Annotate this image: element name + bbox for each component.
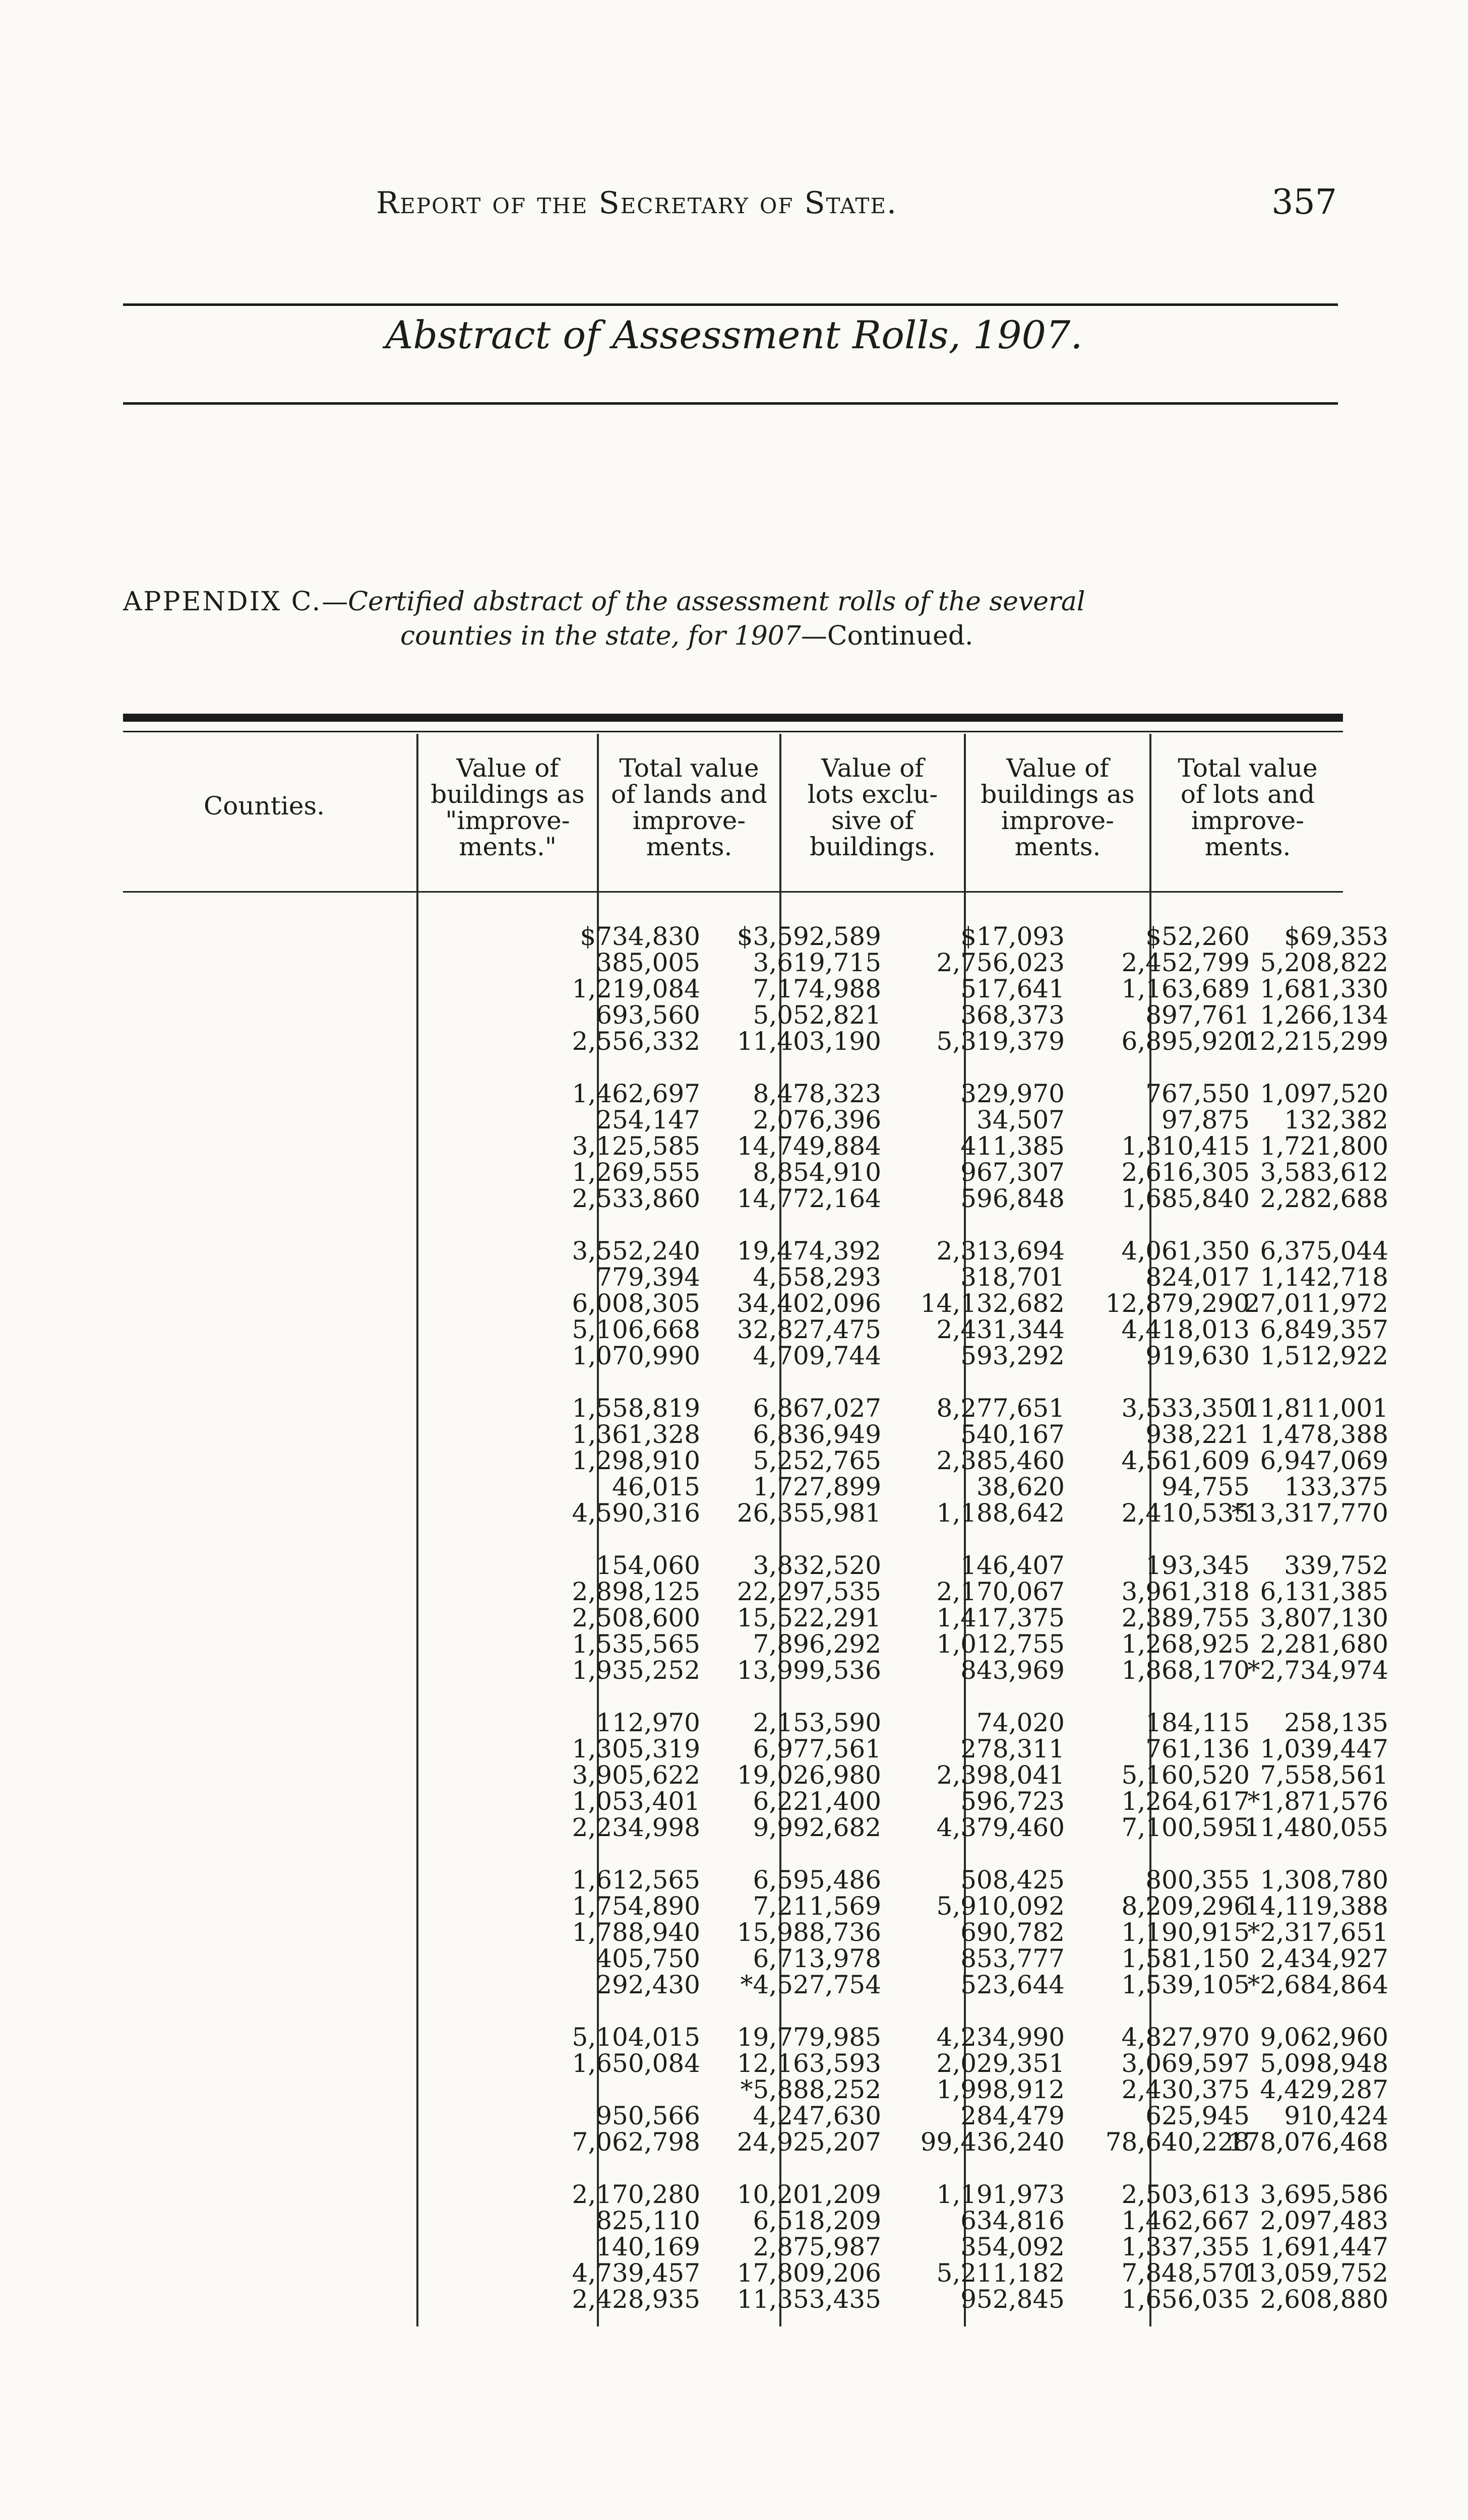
- cell-c4: 2,616,305: [1121, 1158, 1250, 1187]
- cell-c2: 24,925,207: [737, 2127, 881, 2157]
- cell-c4: 1,268,925: [1121, 1629, 1250, 1659]
- cell-c4: 3,533,350: [1121, 1394, 1250, 1423]
- cell-c2: $3,592,589: [737, 922, 881, 951]
- cell-c5: $69,353: [1284, 922, 1388, 951]
- cell-c1: 1,612,565: [572, 1865, 700, 1895]
- cell-c2: 3,832,520: [753, 1551, 881, 1580]
- cell-c5: 3,807,130: [1260, 1603, 1388, 1632]
- cell-c5: 1,721,800: [1260, 1131, 1388, 1161]
- cell-c1: 1,070,990: [572, 1341, 700, 1370]
- cell-c2: 34,402,096: [737, 1289, 881, 1318]
- cell-c1: 154,060: [596, 1551, 700, 1580]
- cell-c2: 32,827,475: [737, 1315, 881, 1344]
- cell-c4: 184,115: [1145, 1708, 1250, 1737]
- cell-c4: 7,848,570: [1121, 2258, 1250, 2288]
- cell-c2: 2,875,987: [753, 2232, 881, 2261]
- cell-c4: 5,160,520: [1121, 1760, 1250, 1790]
- cell-c1: 3,552,240: [572, 1236, 700, 1266]
- cell-c5: 5,208,822: [1260, 948, 1388, 977]
- cell-c2: 13,999,536: [737, 1656, 881, 1685]
- cell-c4: 1,163,689: [1121, 974, 1250, 1003]
- cell-c1: 46,015: [612, 1472, 700, 1501]
- cell-c1: 1,361,328: [572, 1420, 700, 1449]
- cell-c3: 843,969: [960, 1656, 1065, 1685]
- cell-c5: *2,684,864: [1247, 1970, 1388, 1999]
- cell-c5: 910,424: [1284, 2101, 1388, 2130]
- cell-c3: 508,425: [960, 1865, 1065, 1895]
- cell-c4: 3,069,597: [1121, 2049, 1250, 2078]
- cell-c1: 3,905,622: [572, 1760, 700, 1790]
- cell-c2: 4,558,293: [753, 1263, 881, 1292]
- cell-c5: 1,478,388: [1260, 1420, 1388, 1449]
- cell-c5: 2,608,880: [1260, 2285, 1388, 2314]
- cell-c4: 1,264,617: [1121, 1787, 1250, 1816]
- county-group: [123, 922, 1388, 1056]
- cell-c4: 824,017: [1145, 1263, 1250, 1292]
- cell-c2: 26,355,981: [737, 1498, 881, 1528]
- cell-c2: 3,619,715: [753, 948, 881, 977]
- cell-c4: 938,221: [1145, 1420, 1250, 1449]
- table-row: [123, 1184, 1388, 1213]
- cell-c1: 292,430: [596, 1970, 700, 1999]
- top-rule: [123, 303, 1338, 306]
- cell-c2: 19,779,985: [737, 2023, 881, 2052]
- cell-c5: 6,375,044: [1260, 1236, 1388, 1266]
- appendix-caption: APPENDIX C.—Certified abstract of the assessment rolls of the several counties in the state, for 1907—Continued.: [123, 587, 1085, 651]
- county-group: [123, 1551, 1388, 1685]
- cell-c3: 853,777: [960, 1944, 1065, 1973]
- table-row: [123, 1236, 1388, 1266]
- cell-c2: 1,727,899: [753, 1472, 881, 1501]
- cell-c2: 8,478,323: [753, 1079, 881, 1108]
- appendix-caption-line2: counties in the state, for 1907: [400, 621, 801, 651]
- cell-c1: 5,104,015: [572, 2023, 700, 2052]
- cell-c5: 133,375: [1284, 1472, 1388, 1501]
- cell-c3: 967,307: [960, 1158, 1065, 1187]
- cell-c4: 8,209,296: [1121, 1892, 1250, 1921]
- cell-c4: 4,561,609: [1121, 1446, 1250, 1475]
- cell-c5: 2,282,688: [1260, 1184, 1388, 1213]
- cell-c3: 4,379,460: [936, 1813, 1065, 1842]
- cell-c3: 2,385,460: [936, 1446, 1065, 1475]
- table-row: [123, 1263, 1388, 1292]
- cell-c3: 2,398,041: [936, 1760, 1065, 1790]
- table-row: [123, 1446, 1388, 1475]
- cell-c1: 405,750: [596, 1944, 700, 1973]
- cell-c4: 3,961,318: [1121, 1577, 1250, 1606]
- cell-c3: 329,970: [960, 1079, 1065, 1108]
- county-group: [123, 1236, 1388, 1370]
- cell-c1: 140,169: [596, 2232, 700, 2261]
- cell-c1: 950,566: [596, 2101, 700, 2130]
- cell-c2: 5,052,821: [753, 1000, 881, 1030]
- cell-c1: 1,788,940: [572, 1918, 700, 1947]
- cell-c4: 1,656,035: [1121, 2285, 1250, 2314]
- cell-c5: 1,681,330: [1260, 974, 1388, 1003]
- county-group: [123, 1865, 1388, 1999]
- table-row: [123, 1760, 1388, 1790]
- cell-c1: 1,558,819: [572, 1394, 700, 1423]
- cell-c4: 7,100,595: [1121, 1813, 1250, 1842]
- cell-c3: 411,385: [960, 1131, 1065, 1161]
- cell-c5: 2,097,483: [1260, 2206, 1388, 2235]
- cell-c5: *2,734,974: [1247, 1656, 1388, 1685]
- cell-c2: *5,888,252: [740, 2075, 881, 2104]
- cell-c2: 6,221,400: [753, 1787, 881, 1816]
- cell-c2: 10,201,209: [737, 2180, 881, 2209]
- cell-c1: 1,305,319: [572, 1734, 700, 1763]
- appendix-label: APPENDIX C.: [123, 587, 322, 617]
- table-row: [123, 1394, 1388, 1423]
- cell-c1: 2,533,860: [572, 1184, 700, 1213]
- cell-c2: 2,153,590: [753, 1708, 881, 1737]
- cell-c2: 7,896,292: [753, 1629, 881, 1659]
- cell-c4: 4,827,970: [1121, 2023, 1250, 2052]
- cell-c1: 1,298,910: [572, 1446, 700, 1475]
- table-row: [123, 1105, 1388, 1135]
- cell-c1: 2,170,280: [572, 2180, 700, 2209]
- cell-c2: 4,709,744: [753, 1341, 881, 1370]
- cell-c3: 8,277,651: [936, 1394, 1065, 1423]
- cell-c1: 385,005: [596, 948, 700, 977]
- cell-c1: 6,008,305: [572, 1289, 700, 1318]
- table-row: [123, 1813, 1388, 1842]
- cell-c1: 1,650,084: [572, 2049, 700, 2078]
- table-row: [123, 974, 1388, 1003]
- cell-c5: 1,097,520: [1260, 1079, 1388, 1108]
- cell-c4: 1,868,170: [1121, 1656, 1250, 1685]
- cell-c4: 2,452,799: [1121, 948, 1250, 977]
- cell-c4: 761,136: [1145, 1734, 1250, 1763]
- cell-c4: 94,755: [1161, 1472, 1250, 1501]
- table-row: [123, 2049, 1388, 2078]
- cell-c2: 8,854,910: [753, 1158, 881, 1187]
- table-row: [123, 1498, 1388, 1528]
- county-group: [123, 2023, 1388, 2157]
- table-row: [123, 2232, 1388, 2261]
- cell-c5: 178,076,468: [1228, 2127, 1388, 2157]
- table-row: [123, 1420, 1388, 1449]
- cell-c1: 779,394: [596, 1263, 700, 1292]
- cell-c3: 2,170,067: [936, 1577, 1065, 1606]
- cell-c4: 897,761: [1145, 1000, 1250, 1030]
- cell-c1: 1,269,555: [572, 1158, 700, 1187]
- cell-c2: 9,992,682: [753, 1813, 881, 1842]
- table-row: [123, 2180, 1388, 2209]
- cell-c5: *1,871,576: [1247, 1787, 1388, 1816]
- cell-c1: 7,062,798: [572, 2127, 700, 2157]
- cell-c1: 2,508,600: [572, 1603, 700, 1632]
- cell-c2: 11,403,190: [737, 1027, 881, 1056]
- cell-c1: 1,219,084: [572, 974, 700, 1003]
- table-row: [123, 1892, 1388, 1921]
- cell-c5: 27,011,972: [1244, 1289, 1388, 1318]
- cell-c4: $52,260: [1145, 922, 1250, 951]
- running-title-text: Report of the Secretary of State.: [376, 185, 898, 221]
- cell-c3: 523,644: [960, 1970, 1065, 1999]
- cell-c4: 1,462,667: [1121, 2206, 1250, 2235]
- cell-c3: $17,093: [960, 922, 1065, 951]
- cell-c3: 354,092: [960, 2232, 1065, 2261]
- cell-c3: 34,507: [976, 1105, 1065, 1135]
- cell-c3: 278,311: [960, 1734, 1065, 1763]
- table-row: [123, 1158, 1388, 1187]
- cell-c5: 1,142,718: [1260, 1263, 1388, 1292]
- cell-c1: 1,935,252: [572, 1656, 700, 1685]
- cell-c4: 4,061,350: [1121, 1236, 1250, 1266]
- title-rule: [123, 402, 1338, 405]
- cell-c2: 11,353,435: [737, 2285, 881, 2314]
- cell-c2: 14,772,164: [737, 1184, 881, 1213]
- cell-c1: 2,428,935: [572, 2285, 700, 2314]
- cell-c2: 2,076,396: [753, 1105, 881, 1135]
- running-title: [376, 185, 897, 221]
- cell-c3: 690,782: [960, 1918, 1065, 1947]
- table-row: [123, 1027, 1388, 1056]
- column-header-total-lots: Total value of lots and improve- ments.: [1178, 753, 1318, 861]
- cell-c4: 6,895,920: [1121, 1027, 1250, 1056]
- cell-c3: 596,848: [960, 1184, 1065, 1213]
- cell-c3: 74,020: [976, 1708, 1065, 1737]
- cell-c1: 693,560: [596, 1000, 700, 1030]
- cell-c5: *2,317,651: [1247, 1918, 1388, 1947]
- header-bottom-rule: [123, 891, 1343, 893]
- cell-c5: 258,135: [1284, 1708, 1388, 1737]
- cell-c2: 22,297,535: [737, 1577, 881, 1606]
- cell-c1: 1,462,697: [572, 1079, 700, 1108]
- cell-c3: 2,029,351: [936, 2049, 1065, 2078]
- cell-c2: *4,527,754: [740, 1970, 881, 1999]
- cell-c4: 1,310,415: [1121, 1131, 1250, 1161]
- cell-c5: 1,691,447: [1260, 2232, 1388, 2261]
- cell-c3: 368,373: [960, 1000, 1065, 1030]
- cell-c4: 2,430,375: [1121, 2075, 1250, 2104]
- cell-c4: 193,345: [1145, 1551, 1250, 1580]
- cell-c5: *13,317,770: [1231, 1498, 1388, 1528]
- table-row: [123, 1289, 1388, 1318]
- table-top-rule: [123, 714, 1343, 722]
- cell-c1: $734,830: [580, 922, 700, 951]
- cell-c5: 132,382: [1284, 1105, 1388, 1135]
- cell-c4: 1,685,840: [1121, 1184, 1250, 1213]
- table-row: [123, 1472, 1388, 1501]
- cell-c5: 1,266,134: [1260, 1000, 1388, 1030]
- cell-c1: 2,234,998: [572, 1813, 700, 1842]
- cell-c5: 11,811,001: [1244, 1394, 1388, 1423]
- cell-c2: 5,252,765: [753, 1446, 881, 1475]
- cell-c5: 11,480,055: [1244, 1813, 1388, 1842]
- table-row: [123, 2127, 1388, 2157]
- cell-c4: 919,630: [1145, 1341, 1250, 1370]
- cell-c3: 517,641: [960, 974, 1065, 1003]
- cell-c4: 1,190,915: [1121, 1918, 1250, 1947]
- cell-c1: 3,125,585: [572, 1131, 700, 1161]
- cell-c2: 7,211,569: [753, 1892, 881, 1921]
- table-row: [123, 1656, 1388, 1685]
- table-row: [123, 1970, 1388, 1999]
- table-row: [123, 2285, 1388, 2314]
- table-row: [123, 1315, 1388, 1344]
- cell-c2: 19,026,980: [737, 1760, 881, 1790]
- cell-c3: 2,756,023: [936, 948, 1065, 977]
- cell-c2: 17,809,206: [737, 2258, 881, 2288]
- cell-c3: 284,479: [960, 2101, 1065, 2130]
- table-row: [123, 2075, 1388, 2104]
- table-row: [123, 1629, 1388, 1659]
- cell-c2: 6,867,027: [753, 1394, 881, 1423]
- cell-c3: 952,845: [960, 2285, 1065, 2314]
- cell-c2: 12,163,593: [737, 2049, 881, 2078]
- table-row: [123, 922, 1388, 951]
- cell-c5: 12,215,299: [1244, 1027, 1388, 1056]
- cell-c5: 2,281,680: [1260, 1629, 1388, 1659]
- cell-c5: 14,119,388: [1244, 1892, 1388, 1921]
- cell-c5: 13,059,752: [1244, 2258, 1388, 2288]
- cell-c3: 1,417,375: [936, 1603, 1065, 1632]
- cell-c5: 2,434,927: [1260, 1944, 1388, 1973]
- appendix-caption-suffix: —Continued.: [801, 621, 973, 651]
- cell-c3: 99,436,240: [920, 2127, 1065, 2157]
- column-header-lots-exclusive: Value of lots exclu- sive of buildings.: [807, 753, 938, 861]
- column-header-lot-buildings: Value of buildings as improve- ments.: [981, 753, 1135, 861]
- cell-c1: 254,147: [596, 1105, 700, 1135]
- table-row: [123, 1865, 1388, 1895]
- cell-c4: 1,581,150: [1121, 1944, 1250, 1973]
- cell-c5: 6,849,357: [1260, 1315, 1388, 1344]
- table-row: [123, 1918, 1388, 1947]
- cell-c4: 2,410,535: [1121, 1498, 1250, 1528]
- cell-c3: 5,211,182: [936, 2258, 1065, 2288]
- cell-c2: 4,247,630: [753, 2101, 881, 2130]
- cell-c2: 6,977,561: [753, 1734, 881, 1763]
- table-row: [123, 1603, 1388, 1632]
- cell-c3: 4,234,990: [936, 2023, 1065, 2052]
- cell-c5: 6,131,385: [1260, 1577, 1388, 1606]
- table-row: [123, 1734, 1388, 1763]
- table-row: [123, 1079, 1388, 1108]
- cell-c3: 1,998,912: [936, 2075, 1065, 2104]
- cell-c5: 1,512,922: [1260, 1341, 1388, 1370]
- table-row: [123, 1577, 1388, 1606]
- cell-c1: 5,106,668: [572, 1315, 700, 1344]
- cell-c4: 78,640,228: [1105, 2127, 1250, 2157]
- cell-c4: 12,879,290: [1105, 1289, 1250, 1318]
- cell-c3: 634,816: [960, 2206, 1065, 2235]
- cell-c1: 1,535,565: [572, 1629, 700, 1659]
- cell-c3: 2,431,344: [936, 1315, 1065, 1344]
- cell-c5: 5,098,948: [1260, 2049, 1388, 2078]
- cell-c2: 6,713,978: [753, 1944, 881, 1973]
- cell-c3: 2,313,694: [936, 1236, 1065, 1266]
- cell-c4: 97,875: [1161, 1105, 1250, 1135]
- cell-c3: 1,191,973: [936, 2180, 1065, 2209]
- cell-c5: 1,039,447: [1260, 1734, 1388, 1763]
- cell-c4: 2,503,613: [1121, 2180, 1250, 2209]
- cell-c3: 5,319,379: [936, 1027, 1065, 1056]
- appendix-caption-italic: Certified abstract of the assessment rolls of the several: [348, 587, 1085, 617]
- cell-c5: 339,752: [1284, 1551, 1388, 1580]
- column-header-buildings-improvements: Value of buildings as "improve- ments.": [431, 753, 585, 861]
- county-group: [123, 1708, 1388, 1842]
- table-row: [123, 1341, 1388, 1370]
- cell-c1: 1,053,401: [572, 1787, 700, 1816]
- table-row: [123, 2023, 1388, 2052]
- cell-c3: 540,167: [960, 1420, 1065, 1449]
- cell-c3: 14,132,682: [920, 1289, 1065, 1318]
- table-row: [123, 2206, 1388, 2235]
- cell-c2: 7,174,988: [753, 974, 881, 1003]
- cell-c4: 4,418,013: [1121, 1315, 1250, 1344]
- abstract-title: Abstract of Assessment Rolls, 1907.: [385, 312, 1083, 357]
- cell-c2: 15,988,736: [737, 1918, 881, 1947]
- cell-c1: 825,110: [596, 2206, 700, 2235]
- cell-c2: 15,522,291: [737, 1603, 881, 1632]
- table-row: [123, 1944, 1388, 1973]
- cell-c2: 6,595,486: [753, 1865, 881, 1895]
- cell-c4: 767,550: [1145, 1079, 1250, 1108]
- cell-c4: 800,355: [1145, 1865, 1250, 1895]
- table-row: [123, 2101, 1388, 2130]
- cell-c3: 146,407: [960, 1551, 1065, 1580]
- cell-c3: 596,723: [960, 1787, 1065, 1816]
- column-header-total-lands: Total value of lands and improve- ments.: [610, 753, 768, 861]
- table-row: [123, 1708, 1388, 1737]
- cell-c3: 38,620: [976, 1472, 1065, 1501]
- table-top-rule-thin: [123, 731, 1343, 732]
- cell-c1: 112,970: [596, 1708, 700, 1737]
- county-group: [123, 1394, 1388, 1528]
- cell-c2: 6,518,209: [753, 2206, 881, 2235]
- cell-c1: 4,590,316: [572, 1498, 700, 1528]
- cell-c3: 593,292: [960, 1341, 1065, 1370]
- cell-c1: 2,898,125: [572, 1577, 700, 1606]
- cell-c5: 3,695,586: [1260, 2180, 1388, 2209]
- cell-c2: 6,836,949: [753, 1420, 881, 1449]
- table-row: [123, 1131, 1388, 1161]
- column-header-counties: Counties.: [204, 791, 325, 821]
- cell-c4: 2,389,755: [1121, 1603, 1250, 1632]
- page-number: 357: [1271, 182, 1337, 222]
- cell-c1: 2,556,332: [572, 1027, 700, 1056]
- cell-c5: 9,062,960: [1260, 2023, 1388, 2052]
- county-group: [123, 1079, 1388, 1213]
- table-row: [123, 1000, 1388, 1030]
- cell-c4: 625,945: [1145, 2101, 1250, 2130]
- cell-c2: 14,749,884: [737, 1131, 881, 1161]
- cell-c3: 318,701: [960, 1263, 1065, 1292]
- table-row: [123, 948, 1388, 977]
- cell-c3: 1,012,755: [936, 1629, 1065, 1659]
- cell-c3: 5,910,092: [936, 1892, 1065, 1921]
- county-group: [123, 2180, 1388, 2314]
- cell-c4: 1,337,355: [1121, 2232, 1250, 2261]
- table-row: [123, 1787, 1388, 1816]
- cell-c1: 1,754,890: [572, 1892, 700, 1921]
- cell-c5: 3,583,612: [1260, 1158, 1388, 1187]
- table-row: [123, 1551, 1388, 1580]
- cell-c5: 4,429,287: [1260, 2075, 1388, 2104]
- cell-c5: 1,308,780: [1260, 1865, 1388, 1895]
- cell-c1: 4,739,457: [572, 2258, 700, 2288]
- cell-c4: 1,539,105: [1121, 1970, 1250, 1999]
- cell-c5: 6,947,069: [1260, 1446, 1388, 1475]
- cell-c5: 7,558,561: [1260, 1760, 1388, 1790]
- cell-c2: 19,474,392: [737, 1236, 881, 1266]
- cell-c3: 1,188,642: [936, 1498, 1065, 1528]
- table-row: [123, 2258, 1388, 2288]
